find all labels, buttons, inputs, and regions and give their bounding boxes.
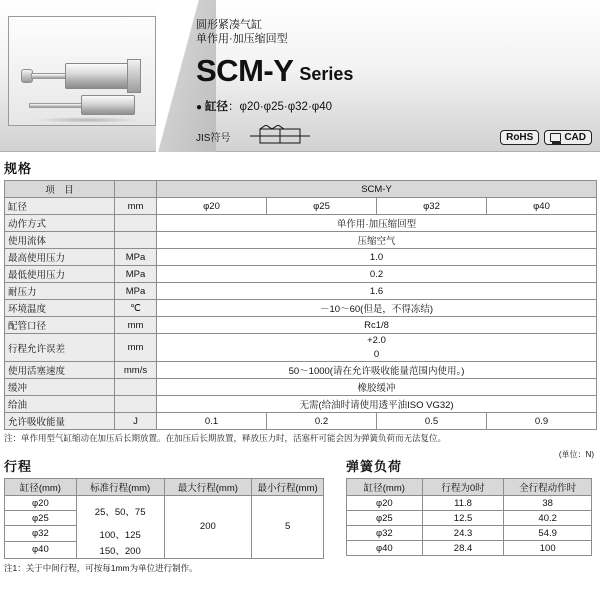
cad-badge[interactable] (544, 130, 592, 145)
spec-label: 耐压力 (5, 283, 115, 300)
table-row (5, 362, 597, 379)
series-word: Series (299, 64, 354, 84)
spring-at-zero: 11.8 (422, 496, 504, 511)
spec-value: 单作用·加压缩回型 (157, 215, 597, 232)
table-row (5, 379, 597, 396)
spec-header-unit (115, 181, 157, 198)
spec-value: 50～1000(请在允许吸收能量范围内使用。) (157, 362, 597, 379)
stroke-section-title: 行程 (4, 459, 33, 474)
spec-note: 注：单作用型气缸缩动在加压后长期放置。在加压后长期放置，释放压力时，活塞杆可能会因为弹簧负荷而无法复位。 (4, 433, 447, 443)
monitor-icon (550, 133, 561, 142)
spring-header-zero: 行程为0时 (422, 479, 504, 496)
spec-header-item: 项 目 (5, 181, 115, 198)
spring-section-title: 弹簧负荷 (346, 459, 403, 474)
series-name: SCM-Y (196, 53, 294, 88)
spec-value: 0.2 (157, 266, 597, 283)
spec-label: 使用流体 (5, 232, 115, 249)
cylinder-rod-secondary (29, 103, 83, 108)
spec-label: 最低使用压力 (5, 266, 115, 283)
spring-header-full: 全行程动作时 (504, 479, 592, 496)
spec-table (4, 180, 597, 430)
table-row (5, 317, 597, 334)
spring-bore: φ20 (347, 496, 423, 511)
spec-label: 使用活塞速度 (5, 362, 115, 379)
spec-value: φ32 (377, 198, 487, 215)
spring-at-full: 54.9 (504, 526, 592, 541)
spec-unit: mm (115, 198, 157, 215)
spec-value: 0.5 (377, 413, 487, 430)
cylinder-body (65, 63, 131, 89)
spring-unit-note: (单位：N) (558, 450, 594, 459)
stroke-header-bore: 缸径(mm) (5, 479, 77, 496)
bore-line (196, 98, 353, 114)
stroke-bore: φ32 (5, 526, 77, 542)
spring-at-full: 40.2 (504, 511, 592, 526)
spec-label: 配管口径 (5, 317, 115, 334)
photo-shadow (35, 117, 139, 123)
spec-unit (115, 379, 157, 396)
spring-bore: φ32 (347, 526, 423, 541)
stroke-standard: 100、125 (76, 526, 164, 542)
spec-value: φ25 (267, 198, 377, 215)
stroke-min: 5 (252, 496, 324, 559)
spec-header-model: SCM-Y (157, 181, 597, 198)
bullet-icon: ● (196, 102, 203, 113)
spec-label: 给油 (5, 396, 115, 413)
stroke-header-min: 最小行程(mm) (252, 479, 324, 496)
spring-block (346, 450, 596, 574)
table-row (347, 511, 592, 526)
spring-bore: φ25 (347, 511, 423, 526)
spring-header-bore: 缸径(mm) (347, 479, 423, 496)
rohs-badge (500, 130, 539, 145)
product-photo (8, 16, 156, 126)
table-row (5, 334, 597, 348)
table-row (5, 283, 597, 300)
spec-unit: MPa (115, 249, 157, 266)
cylinder-body-secondary (81, 95, 135, 115)
spec-value: 0.1 (157, 413, 267, 430)
spec-value: 无需(给油时请使用透平油ISO VG32) (157, 396, 597, 413)
spec-value: 橡胶缓冲 (157, 379, 597, 396)
spec-unit: mm/s (115, 362, 157, 379)
table-row (5, 198, 597, 215)
table-row (5, 181, 597, 198)
table-row (5, 396, 597, 413)
spring-at-zero: 24.3 (422, 526, 504, 541)
spec-label: 允许吸收能量 (5, 413, 115, 430)
stroke-bore: φ40 (5, 542, 77, 559)
stroke-header-max: 最大行程(mm) (164, 479, 252, 496)
spring-bore: φ40 (347, 541, 423, 556)
stroke-standard: 150、200 (76, 542, 164, 559)
spring-at-zero: 28.4 (422, 541, 504, 556)
bore-values: ：φ20·φ25·φ32·φ40 (228, 101, 333, 113)
spec-section-title: 规格 (4, 161, 33, 176)
spring-at-zero: 12.5 (422, 511, 504, 526)
cylinder-cap (127, 59, 141, 93)
spec-unit (115, 215, 157, 232)
table-row (5, 479, 324, 496)
certification-badges (500, 130, 592, 145)
table-row (5, 496, 324, 511)
spec-value: Rc1/8 (157, 317, 597, 334)
table-row (5, 249, 597, 266)
table-row (5, 215, 597, 232)
table-row (5, 413, 597, 430)
lower-section (0, 450, 600, 574)
table-row (347, 479, 592, 496)
header-subtitle-line2: 单作用·加压缩回型 (196, 33, 288, 45)
jis-symbol-icon (238, 125, 314, 147)
table-row (347, 526, 592, 541)
jis-line (196, 125, 353, 147)
spec-value: φ20 (157, 198, 267, 215)
stroke-header-standard: 标准行程(mm) (76, 479, 164, 496)
spec-unit (115, 396, 157, 413)
spec-value: 0.9 (487, 413, 597, 430)
bore-label: 缸径 (205, 101, 229, 113)
table-row (347, 496, 592, 511)
spec-label: 环境温度 (5, 300, 115, 317)
table-row (5, 300, 597, 317)
spec-unit: mm (115, 317, 157, 334)
spec-value: 压缩空气 (157, 232, 597, 249)
spec-value: φ40 (487, 198, 597, 215)
cylinder-rod (31, 73, 69, 79)
spec-value-tolerance-plus: +2.0 (157, 334, 597, 348)
stroke-max: 200 (164, 496, 252, 559)
spec-value-tolerance-zero: 0 (157, 348, 597, 362)
cad-label: CAD (564, 132, 586, 143)
spec-value: 1.0 (157, 249, 597, 266)
spring-table (346, 478, 592, 556)
spec-unit: J (115, 413, 157, 430)
stroke-block (4, 450, 334, 574)
header-subtitle-line1: 圆形紧凑气缸 (196, 19, 262, 31)
spec-value: 0.2 (267, 413, 377, 430)
spec-label: 缓冲 (5, 379, 115, 396)
spec-label: 缸径 (5, 198, 115, 215)
spec-label: 行程允许误差 (5, 334, 115, 362)
spec-unit: ℃ (115, 300, 157, 317)
stroke-bore: φ25 (5, 511, 77, 526)
table-row (347, 541, 592, 556)
stroke-table (4, 478, 324, 559)
spec-unit: MPa (115, 283, 157, 300)
spec-value: 1.6 (157, 283, 597, 300)
table-row (5, 266, 597, 283)
spec-label: 最高使用压力 (5, 249, 115, 266)
stroke-footnote: 注1：关于中间行程，可按每1mm为单位进行制作。 (4, 562, 198, 573)
spec-unit (115, 232, 157, 249)
spec-unit: MPa (115, 266, 157, 283)
stroke-bore: φ20 (5, 496, 77, 511)
spec-unit: mm (115, 334, 157, 362)
table-row (5, 232, 597, 249)
header-text-block (196, 18, 353, 147)
spec-value: －10～60(但是，不得冻结) (157, 300, 597, 317)
page-header (0, 0, 600, 152)
rohs-label: RoHS (506, 132, 534, 143)
spring-at-full: 100 (504, 541, 592, 556)
jis-label: JIS符号 (196, 132, 231, 144)
spec-label: 动作方式 (5, 215, 115, 232)
spring-at-full: 38 (504, 496, 592, 511)
series-title (196, 53, 353, 89)
stroke-standard: 25、50、75 (76, 496, 164, 526)
